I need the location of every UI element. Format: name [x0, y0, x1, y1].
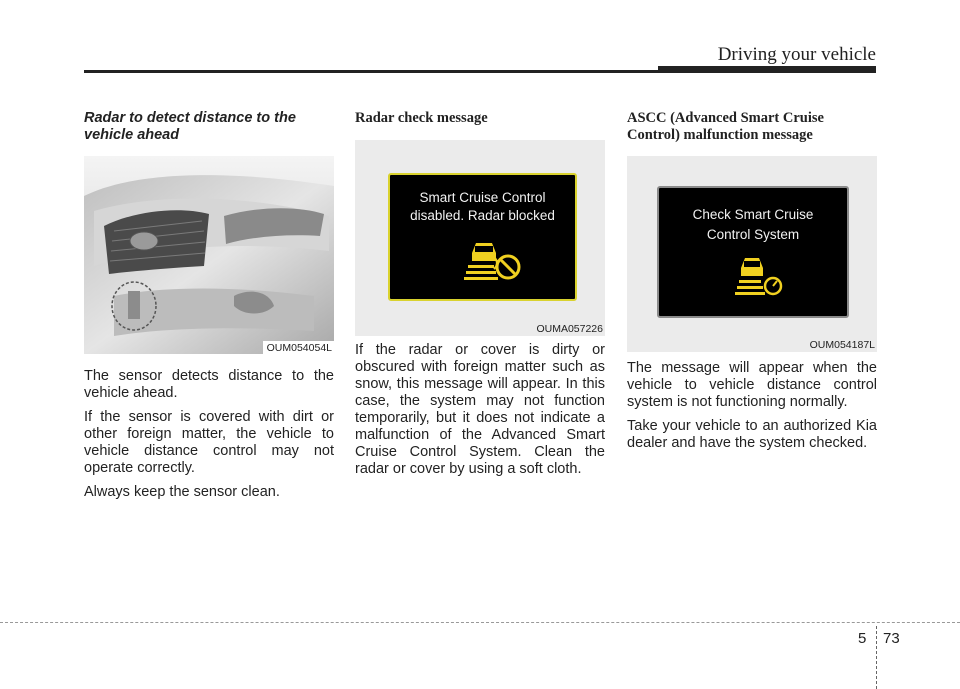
cluster-display [657, 186, 849, 318]
section-number: 5 [858, 630, 867, 647]
ascc-body [627, 360, 877, 452]
ascc-malfunction-figure [627, 156, 877, 352]
figure-code: OUMA057226 [536, 323, 603, 335]
radar-blocked-icon [464, 237, 524, 283]
smart-cruise-icon [735, 254, 783, 298]
car-front-figure [84, 156, 334, 354]
figure-code: OUM054054L [263, 341, 334, 354]
radar-check-heading: Radar check message [355, 110, 488, 126]
radar-body [84, 368, 334, 501]
column-radar-check [355, 110, 605, 485]
display-line-1: Check Smart Cruise [692, 207, 814, 222]
paragraph: The message will appear when the vehicle to vehicle distance control system is not functioning normally. [627, 360, 877, 410]
figure-code: OUM054187L [809, 339, 875, 351]
paragraph: If the radar or cover is dirty or obscured with foreign matter such as snow, this message will appear. In this case, the system may not function temporarily, but it does not indicate a malfunction of the Advanced Smart Cruise Control System. Clean the radar or cover by using a soft cloth. [355, 342, 605, 477]
column-radar [84, 110, 334, 508]
cluster-display [388, 173, 577, 301]
page-number: 73 [883, 630, 900, 647]
ascc-heading: ASCC (Advanced Smart Cruise Control) malfunction message [627, 110, 824, 143]
page-number-divider [876, 626, 878, 689]
paragraph: Always keep the sensor clean. [84, 484, 280, 500]
paragraph: If the sensor is covered with dirt or other foreign matter, the vehicle to vehicle distance control may not operate correctly. [84, 409, 334, 476]
footer-rule [0, 622, 960, 623]
radar-heading: Radar to detect distance to the vehicle ahead [84, 110, 296, 143]
display-line-2: disabled. Radar blocked [410, 208, 555, 223]
section-title: Driving your vehicle [717, 44, 876, 65]
column-ascc-malfunction [627, 110, 877, 459]
radar-blocked-figure [355, 140, 605, 336]
car-front-illustration [84, 156, 334, 354]
paragraph: Take your vehicle to an authorized Kia dealer and have the system checked. [627, 418, 877, 451]
paragraph: The sensor detects distance to the vehicle ahead. [84, 368, 334, 401]
header-tab-bar [658, 66, 876, 73]
display-line-1: Smart Cruise Control [419, 190, 546, 205]
display-line-2: Control System [706, 227, 800, 242]
radar-check-body [355, 342, 605, 478]
